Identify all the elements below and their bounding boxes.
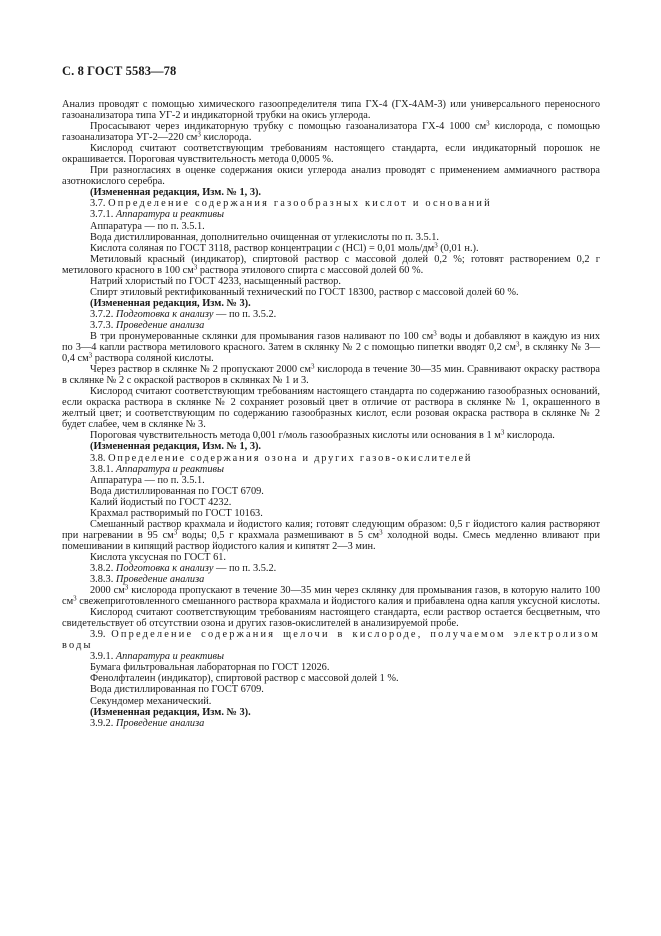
paragraph: Секундомер механический.: [90, 695, 212, 707]
paragraph: 3.7.2. Подготовка к анализу — по п. 3.5.2.: [90, 308, 277, 320]
paragraph: 3.7. Определение содержания газообразных кислот и оснований: [90, 198, 492, 210]
page-header: С. 8 ГОСТ 5583—78: [62, 64, 177, 78]
paragraph: Бумага фильтровальная лабораторная по ГОСТ 12026.: [90, 662, 330, 674]
paragraph: Через раствор в склянке № 2 пропускают 2000 $см^3$ кислорода в течение 30—35 мин. Сравнивают окраску раствора в склянке № 2 с окраской растворов в склянках № 1 и 3.: [62, 362, 601, 387]
paragraph: Натрий хлористый по ГОСТ 4233, насыщенный раствор.: [90, 275, 341, 287]
paragraph: Аппаратура — по п. 3.5.1.: [90, 474, 205, 486]
paragraph: 2000 $см^3$ кислорода пропускают в течение 30—35 мин через склянку для промывания газов, в которую налито 100 $см^3$ свежеприготовленного смешанного раствора крахмала и йодистого калия и прибавлена одна капля уксусной кислоты.: [62, 583, 600, 608]
paragraph: 3.9.2. Проведение анализа: [90, 717, 205, 729]
paragraph: Калий йодистый по ГОСТ 4232.: [90, 496, 232, 508]
paragraph: (Измененная редакция, Изм. № 1, 3).: [90, 441, 262, 453]
paragraph: Кислота соляная по ГОСТ 3118, раствор концентрации с (HCl) = 0,01 моль/$дм^3$ (0,01 н.).: [90, 241, 479, 254]
paragraph: Фенолфталеин (индикатор), спиртовой раствор с массовой долей 1 %.: [90, 673, 399, 685]
paragraph: Аппаратура — по п. 3.5.1.: [90, 220, 205, 232]
paragraph: 3.8.3. Проведение анализа: [90, 574, 205, 586]
paragraph: 3.8.2. Подготовка к анализу — по п. 3.5.2.: [90, 562, 277, 574]
paragraph: 3.7.3. Проведение анализа: [90, 319, 205, 331]
paragraph: Кислород считают соответствующим требованиям настоящего стандарта, если раствор остается бесцветным, что свидетельствует об отсутствии озона и других газов-окислителей в анализируемой пробе.: [62, 607, 600, 630]
paragraph: Кислород считают соответствующим требованиям настоящего стандарта по содержанию газообразных оснований, если окраска раствора в склянке № 2 сохраняет розовый цвет в отличие от раствора в склянке № 1, окрашенного в желтый цвет; и соответствующим по содержанию газообразных кислот, если розовая окраска раствора в склянке № 2 будет слабее, чем в склянке № 3.: [62, 386, 600, 431]
paragraph: Спирт этиловый ректификованный технический по ГОСТ 18300, раствор с массовой долей 60 %.: [90, 286, 519, 298]
paragraph: (Измененная редакция, Изм. № 1, 3).: [90, 187, 262, 199]
paragraph: 3.8. Определение содержания озона и других газов-окислителей: [90, 452, 473, 464]
paragraph: (Измененная редакция, Изм. № 3).: [90, 297, 251, 309]
paragraph: 3.9.1. Аппаратура и реактивы: [90, 651, 225, 663]
paragraph: Вода дистиллированная по ГОСТ 6709.: [90, 485, 264, 497]
paragraph: Пороговая чувствительность метода 0,001 г/моль газообразных кислоты или основания в 1 $м^3$ кислорода.: [90, 428, 555, 442]
paragraph: Анализ проводят с помощью химического газоопределителя типа ГХ-4 (ГХ-4АМ-3) или универсального переносного газоанализатора типа УГ-2 и индикаторной трубки на окись углерода.: [62, 99, 600, 122]
document-body: [62, 99, 600, 729]
paragraph: При разногласиях в оценке содержания окиси углерода анализ проводят с применением аммиачного раствора азотнокислого серебра.: [62, 165, 600, 188]
paragraph: Вода дистиллированная, дополнительно очищенная от углекислоты по п. 3.5.1.: [90, 231, 439, 243]
paragraph: Вода дистиллированная по ГОСТ 6709.: [90, 684, 264, 696]
paragraph: Смешанный раствор крахмала и йодистого калия; готовят следующим образом: 0,5 г йодистого калия растворяют при нагревании в 95 $см^3$ воды; 0,5 г крахмала размешивают в 5 $см^3$ холодной воды. Смесь медленно вливают при помешивании в кипящий раствор йодистого калия и кипятят 2—3 мин.: [62, 518, 600, 552]
paragraph: Кислота уксусная по ГОСТ 61.: [90, 551, 227, 563]
paragraph: Кислород считают соответствующим требованиям настоящего стандарта, если индикаторный порошок не окрашивается. Пороговая чувствительность метода 0,0005 %.: [62, 143, 600, 166]
paragraph: 3.9. Определение содержания щелочи в кислороде, получаемом электролизом воды: [62, 629, 600, 652]
paragraph: Крахмал растворимый по ГОСТ 10163.: [90, 507, 263, 519]
paragraph: Метиловый красный (индикатор), спиртовой раствор с массовой долей 0,2 %; готовят растворением 0,2 г метилового красного в 100 $см^3$ раствора этилового спирта с массовой долей 60 %.: [62, 253, 600, 276]
paragraph: Просасывают через индикаторную трубку с помощью газоанализатора ГХ-4 1000 $см^3$ кислорода, с помощью газоанализатора УГ-2—220 $см^3$ кислорода.: [62, 119, 600, 144]
paragraph: (Измененная редакция, Изм. № 3).: [90, 706, 251, 718]
paragraph: 3.7.1. Аппаратура и реактивы: [90, 209, 225, 221]
paragraph: В три пронумерованные склянки для промывания газов наливают по 100 $см^3$ воды и добавляют в каждую из них по 3—4 капли раствора метилового красного. Затем в склянку № 2 с помощью пипетки вводят 0,2 $см^3$, в склянку № 3—0,4 $см^3$ раствора соляной кислоты.: [62, 329, 601, 365]
paragraph: 3.8.1. Аппаратура и реактивы: [90, 463, 225, 475]
